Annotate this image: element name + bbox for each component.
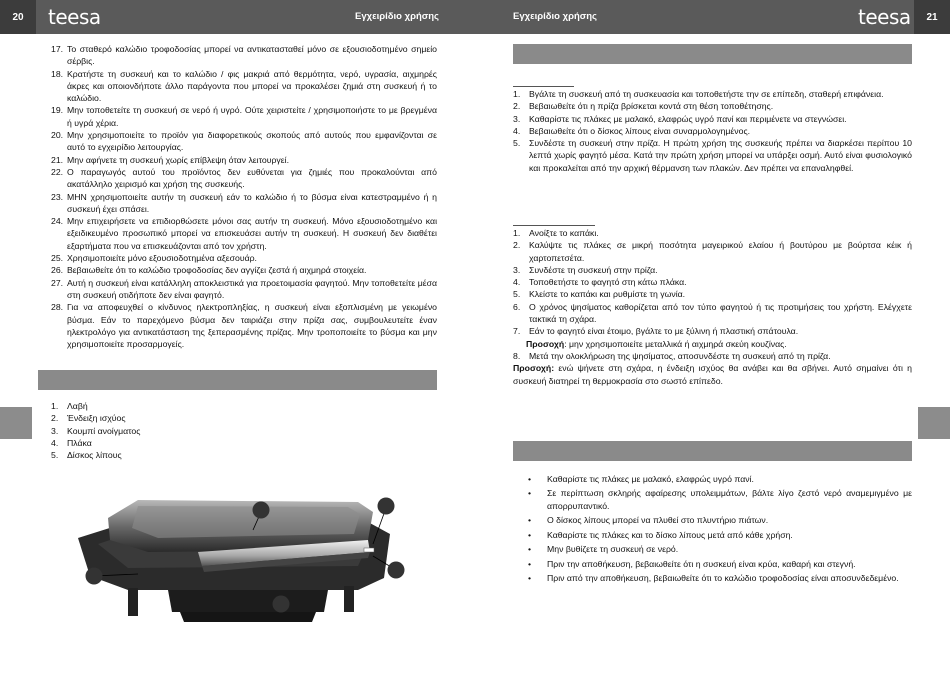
item-text: Μην αφήνετε τη συσκευή χωρίς επίβλεψη όταν λειτουργεί. — [67, 154, 289, 165]
list-item — [513, 264, 912, 276]
left-side-tab — [0, 407, 32, 439]
list-item — [51, 449, 251, 461]
list-item — [51, 129, 437, 154]
list-item — [513, 487, 912, 512]
usage-note — [513, 338, 912, 350]
item-text: Κλείστε το καπάκι και ρυθμίστε τη γωνία. — [529, 289, 686, 300]
list-item — [51, 166, 437, 191]
before-use-subheading-rule — [513, 86, 574, 87]
item-text: Πριν την αποθήκευση, βεβαιωθείτε ότι η συσκευή είναι κρύα, καθαρή και στεγνή. — [547, 558, 856, 569]
item-text: Τοποθετήστε το φαγητό στη κάτω πλάκα. — [529, 277, 687, 288]
item-number: 2. — [513, 240, 521, 251]
bullet-icon: • — [528, 544, 532, 555]
list-item — [51, 252, 437, 264]
bullet-icon: • — [528, 558, 532, 569]
item-text: Κουμπί ανοίγματος — [67, 425, 141, 436]
item-text: ΜΗΝ χρησιμοποιείτε αυτήν τη συσκευή εάν το καλώδιο ή το βύσμα είναι κατεστραμμένο ή η συσκευή έχει σπάσει. — [67, 191, 437, 214]
item-text: Πριν από την αποθήκευση, βεβαιωθείτε ότι το καλώδιο τροφοδοσίας είναι αποσυνδεδεμένο. — [547, 573, 899, 584]
page-header — [0, 0, 950, 34]
item-number: 3. — [513, 113, 521, 124]
bullet-icon: • — [528, 515, 532, 526]
list-item — [513, 301, 912, 326]
item-text: Εάν το φαγητό είναι έτοιμο, βγάλτε το με ξύλινη ή πλαστική σπάτουλα. — [529, 326, 799, 337]
warning-note — [513, 362, 912, 387]
list-item — [51, 425, 251, 437]
list-item — [513, 473, 912, 485]
list-item — [51, 264, 437, 276]
item-number: 4. — [51, 437, 59, 448]
usage-list — [513, 227, 912, 338]
item-text: Καθαρίστε τις πλάκες με μαλακό, ελαφρώς υγρό πανί. — [547, 474, 754, 484]
list-item — [513, 227, 912, 239]
usage-list-cont — [513, 350, 912, 362]
cleaning-list — [513, 473, 912, 585]
item-text: Δίσκος λίπους — [67, 450, 122, 461]
list-item — [513, 350, 912, 362]
item-text: Καθαρίστε τις πλάκες με μαλακό, ελαφρώς υγρό πανί και περιμένετε να στεγνώσει. — [529, 113, 847, 124]
list-item — [513, 113, 912, 125]
item-text: Καθαρίστε τις πλάκες και το δίσκο λίπους μετά από κάθε χρήση. — [547, 529, 793, 540]
item-text: Ανοίξτε το καπάκι. — [529, 228, 599, 238]
before-first-use-list — [513, 88, 912, 174]
list-item — [51, 437, 251, 449]
item-number: 7. — [513, 326, 521, 337]
item-number: 26. — [51, 265, 64, 276]
safety-list — [51, 43, 437, 350]
usage-block — [513, 227, 912, 387]
item-number: 5. — [51, 450, 59, 461]
list-item — [513, 100, 912, 112]
parts-list — [51, 400, 251, 461]
item-text: Βεβαιωθείτε ότι η πρίζα βρίσκεται κοντά στη θέση τοποθέτησης. — [529, 101, 774, 112]
item-number: 3. — [51, 425, 59, 436]
item-text: Βεβαιωθείτε ότι ο δίσκος λίπους είναι συναρμολογημένος. — [529, 125, 751, 136]
item-text: Καλύψτε τις πλάκες σε μικρή ποσότητα μαγειρικού ελαίου ή βουτύρου με βούρτσα κέικ ή χαρτοπετσέτα. — [529, 240, 912, 263]
item-text: Βγάλτε τη συσκευή από τη συσκευασία και τοποθετήστε την σε επίπεδη, σταθερή επιφάνεια. — [529, 89, 884, 99]
list-item — [513, 88, 912, 100]
list-item — [51, 191, 437, 216]
list-item — [513, 558, 912, 570]
item-text: Για να αποφευχθεί ο κίνδυνος ηλεκτροπληξίας, η συσκευή είναι εξοπλισμένη με γειωμένο βύσμα. Εάν το παρεχόμενο βύσμα δεν ταιριάζει στην πρίζα σας, συμβουλευτείτε έναν ηλεκτρολόγο για αντικατάσταση της ξεπερασμένης πρίζας. Μην τροποποιείτε το βύσμα και μην χρησιμοποιείτε προσαρμογείς. — [67, 302, 437, 350]
before-use-section-bar — [513, 44, 912, 64]
brand-logo-right: teesa — [858, 5, 911, 29]
list-item — [51, 154, 437, 166]
item-number: 5. — [513, 289, 521, 300]
item-number: 25. — [51, 253, 64, 264]
item-text: Μετά την ολοκλήρωση της ψησίματος, αποσυνδέστε τη συσκευή από τη πρίζα. — [529, 350, 831, 361]
item-number: 4. — [513, 125, 521, 136]
bullet-icon: • — [528, 474, 532, 484]
list-item — [513, 137, 912, 174]
item-text: Βεβαιωθείτε ότι το καλώδιο τροφοδοσίας δεν αγγίζει ζεστά ή αιχμηρά στοιχεία. — [67, 265, 367, 276]
item-text: Κρατήστε τη συσκευή και το καλώδιο / φις μακριά από θερμότητα, νερό, υγρασία, αιχμηρές άκρες και οποιονδήποτε άλλο παράγοντα που μπορεί να προκαλέσει ζημιά στη συσκευή ή το καλώδιο. — [67, 68, 437, 104]
list-item — [513, 529, 912, 541]
item-number: 2. — [513, 101, 521, 112]
item-number: 2. — [51, 413, 59, 424]
item-number: 22. — [51, 166, 64, 177]
usage-note-label: Προσοχή — [526, 338, 565, 349]
list-item — [51, 68, 437, 105]
item-number: 4. — [513, 277, 521, 288]
cleaning-section-bar — [513, 441, 912, 461]
bullet-icon: • — [528, 488, 532, 499]
list-item — [513, 543, 912, 555]
brand-logo-left: teesa — [48, 5, 101, 29]
item-number: 1. — [513, 228, 521, 238]
item-text: Συνδέστε τη συσκευή στην πρίζα. Η πρώτη χρήση της συσκευής πρέπει να διαρκέσει περίπου 10 λεπτά χωρίς φαγητό μέσα. Κατά την πρώτη χρήση μπορεί να υπάρξει οσμή. Αυτό είναι φυσιολογικό και προκαλείται από την αρχική θέρμανση των πλακών. Δεν πρέπει να επαναληφθεί. — [529, 138, 912, 173]
item-text: Μην επιχειρήσετε να επιδιορθώσετε μόνοι σας αυτήν τη συσκευή. Μόνο εξουσιοδοτημένο και εξειδικευμένο προσωπικό μπορεί να επισκευάσει αυτήν τη συσκευή. Η συσκευή δεν διαθέτει εξαρτήματα που να επισκευάζονται από τον χρήστη. — [67, 216, 437, 251]
item-number: 8. — [513, 350, 521, 361]
item-number: 28. — [51, 302, 64, 313]
item-text: Ο χρόνος ψησίματος καθορίζεται από τον τύπο φαγητού ή τις προτιμήσεις του χρήστη. Ελέγχετε τακτικά τη σχάρα. — [529, 301, 912, 325]
list-item — [51, 104, 437, 129]
list-item — [513, 325, 912, 337]
list-item — [513, 572, 912, 584]
item-number: 24. — [51, 216, 64, 227]
item-number: 1. — [51, 401, 59, 411]
item-text: Συνδέστε τη συσκευή στην πρίζα. — [529, 264, 658, 275]
item-text: Ο παραγωγός αυτού του προϊόντος δεν ευθύνεται για ζημιές που προκαλούνται από ακατάλληλο χειρισμό και χρήση της συσκευής. — [67, 166, 437, 190]
right-header-title: Εγχειρίδιο χρήσης — [513, 11, 597, 22]
list-item — [51, 277, 437, 302]
bullet-icon: • — [528, 529, 532, 540]
list-item — [513, 514, 912, 526]
item-number: 27. — [51, 277, 64, 288]
warning-label: Προσοχή: — [513, 363, 555, 374]
item-number: 21. — [51, 154, 64, 165]
list-item — [513, 288, 912, 300]
bullet-icon: • — [528, 573, 532, 584]
safety-instructions — [51, 43, 437, 350]
item-number: 19. — [51, 105, 64, 116]
item-text: Χρησιμοποιείτε μόνο εξουσιοδοτημένα αξεσουάρ. — [67, 253, 257, 264]
usage-note-text: : μην χρησιμοποιείτε μεταλλικά ή αιχμηρά σκεύη κουζίνας. — [564, 338, 787, 349]
warning-text: ενώ ψήνετε στη σχάρα, η ένδειξη ισχύος θα ανάβει και θα σβήνει. Αυτό σημαίνει ότι η συσκευή διατηρεί τη θερμοκρασία στο σωστό επίπεδο. — [513, 363, 912, 386]
item-text: Μην τοποθετείτε τη συσκευή σε νερό ή υγρό. Ούτε χειριστείτε / χρησιμοποιήστε το με βρεγμένα ή υγρά χέρια. — [67, 105, 437, 128]
parts-list-block — [51, 400, 251, 461]
left-header-title: Εγχειρίδιο χρήσης — [355, 11, 439, 22]
usage-subheading-rule — [513, 225, 595, 226]
right-side-tab — [918, 407, 950, 439]
list-item — [51, 400, 251, 412]
list-item — [513, 239, 912, 264]
item-number: 5. — [513, 138, 521, 149]
item-text: Ένδειξη ισχύος — [67, 413, 126, 424]
item-text: Το σταθερό καλώδιο τροφοδοσίας μπορεί να αντικατασταθεί μόνο σε εξουσιοδοτημένο σημείο σέρβις. — [67, 44, 437, 67]
cleaning-block — [513, 473, 912, 587]
list-item — [51, 43, 437, 68]
before-first-use-block — [513, 88, 912, 174]
item-number: 23. — [51, 191, 64, 202]
list-item — [51, 301, 437, 350]
list-item — [513, 125, 912, 137]
item-number: 17. — [51, 44, 64, 54]
item-text: Λαβή — [67, 401, 88, 411]
right-page-number: 21 — [914, 0, 950, 34]
list-item — [513, 276, 912, 288]
item-text: Πλάκα — [67, 437, 92, 448]
item-text: Αυτή η συσκευή είναι κατάλληλη αποκλειστικά για προετοιμασία φαγητού. Μην τοποθετείτε μέσα στη συσκευή οτιδήποτε δεν είναι φαγητό. — [67, 277, 437, 300]
list-item — [51, 412, 251, 424]
item-text: Σε περίπτωση σκληρής αφαίρεσης υπολειμμάτων, βάλτε λίγο ζεστό νερό αναμεμιγμένο με απορρυπαντικό. — [547, 488, 912, 511]
item-text: Μην βυθίζετε τη συσκευή σε νερό. — [547, 544, 679, 555]
item-number: 3. — [513, 264, 521, 275]
item-number: 18. — [51, 68, 64, 79]
parts-section-bar — [38, 370, 437, 390]
item-number: 20. — [51, 130, 64, 141]
item-text: Ο δίσκος λίπους μπορεί να πλυθεί στο πλυντήριο πιάτων. — [547, 515, 769, 526]
item-number: 1. — [513, 89, 521, 99]
contact-grill-illustration — [68, 494, 408, 630]
list-item — [51, 215, 437, 252]
left-page-number: 20 — [0, 0, 36, 34]
item-text: Μην χρησιμοποιείτε το προϊόν για διαφορετικούς σκοπούς από αυτούς που εμφανίζονται σε αυτό το εγχειρίδιο λειτουργίας. — [67, 130, 437, 153]
item-number: 6. — [513, 301, 521, 312]
